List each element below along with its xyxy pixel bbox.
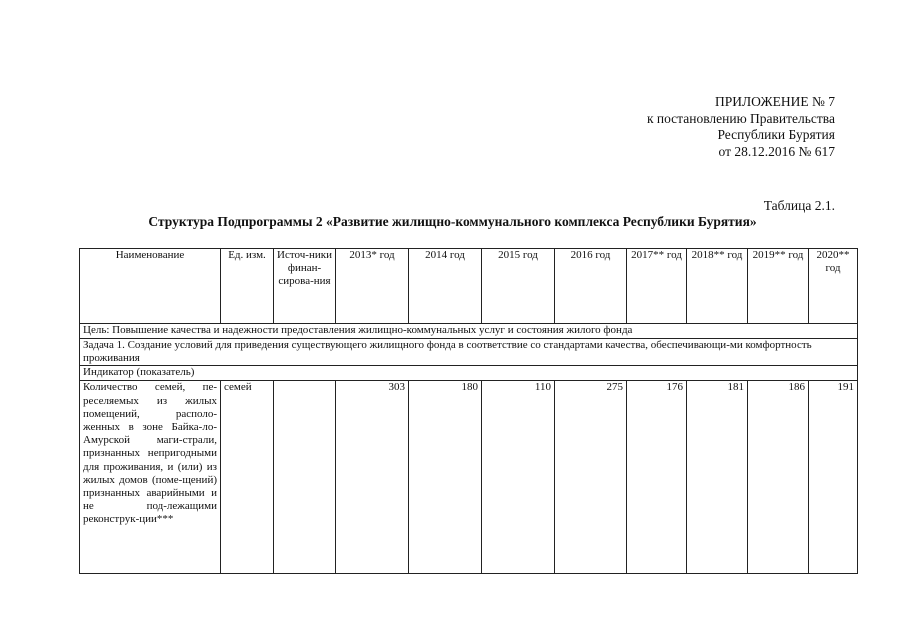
goal-text: Цель: Повышение качества и надежности предоставления жилищно-коммунальных услуг и состояния жилого фонда — [80, 324, 858, 339]
task-text: Задача 1. Создание условий для приведения существующего жилищного фонда в соответствие со стандартами качества, обеспечивающи-ми комфортность проживания — [80, 339, 858, 366]
header-source: Источ-ники финан-сирова-ния — [274, 249, 336, 324]
table-row — [80, 381, 858, 574]
header-2019: 2019** год — [748, 249, 809, 324]
value-2015: 110 — [482, 381, 555, 574]
task-row — [80, 339, 858, 366]
appendix-title: ПРИЛОЖЕНИЕ № 7 — [714, 94, 835, 109]
value-2019: 186 — [748, 381, 809, 574]
header-row — [80, 249, 858, 324]
header-2014: 2014 год — [409, 249, 482, 324]
indicator-row — [80, 366, 858, 381]
header-2017: 2017** год — [627, 249, 687, 324]
header-2018: 2018** год — [687, 249, 748, 324]
appendix-line: к постановлению Правительства — [646, 110, 835, 126]
appendix-block — [647, 94, 835, 160]
indicator-label: Индикатор (показатель) — [80, 366, 858, 381]
value-2017: 176 — [627, 381, 687, 574]
header-unit: Ед. изм. — [221, 249, 274, 324]
header-2016: 2016 год — [555, 249, 627, 324]
row-name: Количество семей, пе-реселяемых из жилых помещений, располо-женных в зоне Байка-ло-Амурской маги-страли, признанных непригодными для проживания, и (или) из жилых домов (поме-щений) признанных аварийными и не под-лежащими реконструк-ции*** — [80, 381, 221, 574]
value-2018: 181 — [687, 381, 748, 574]
goal-row — [80, 324, 858, 339]
row-source — [274, 381, 336, 574]
appendix-date: от 28.12.2016 № 617 — [718, 143, 835, 159]
value-2016: 275 — [555, 381, 627, 574]
value-2013: 303 — [336, 381, 409, 574]
value-2020: 191 — [809, 381, 858, 574]
row-unit: семей — [221, 381, 274, 574]
header-2013: 2013* год — [336, 249, 409, 324]
document-title: Структура Подпрограммы 2 «Развитие жилищно-коммунального комплекса Республики Бурятия» — [148, 214, 757, 229]
value-2014: 180 — [409, 381, 482, 574]
appendix-line: Республики Бурятия — [717, 127, 835, 142]
structure-table — [79, 248, 858, 574]
header-2020: 2020** год — [809, 249, 858, 324]
header-name: Наименование — [80, 249, 221, 324]
table-number: Таблица 2.1. — [763, 198, 835, 213]
header-2015: 2015 год — [482, 249, 555, 324]
